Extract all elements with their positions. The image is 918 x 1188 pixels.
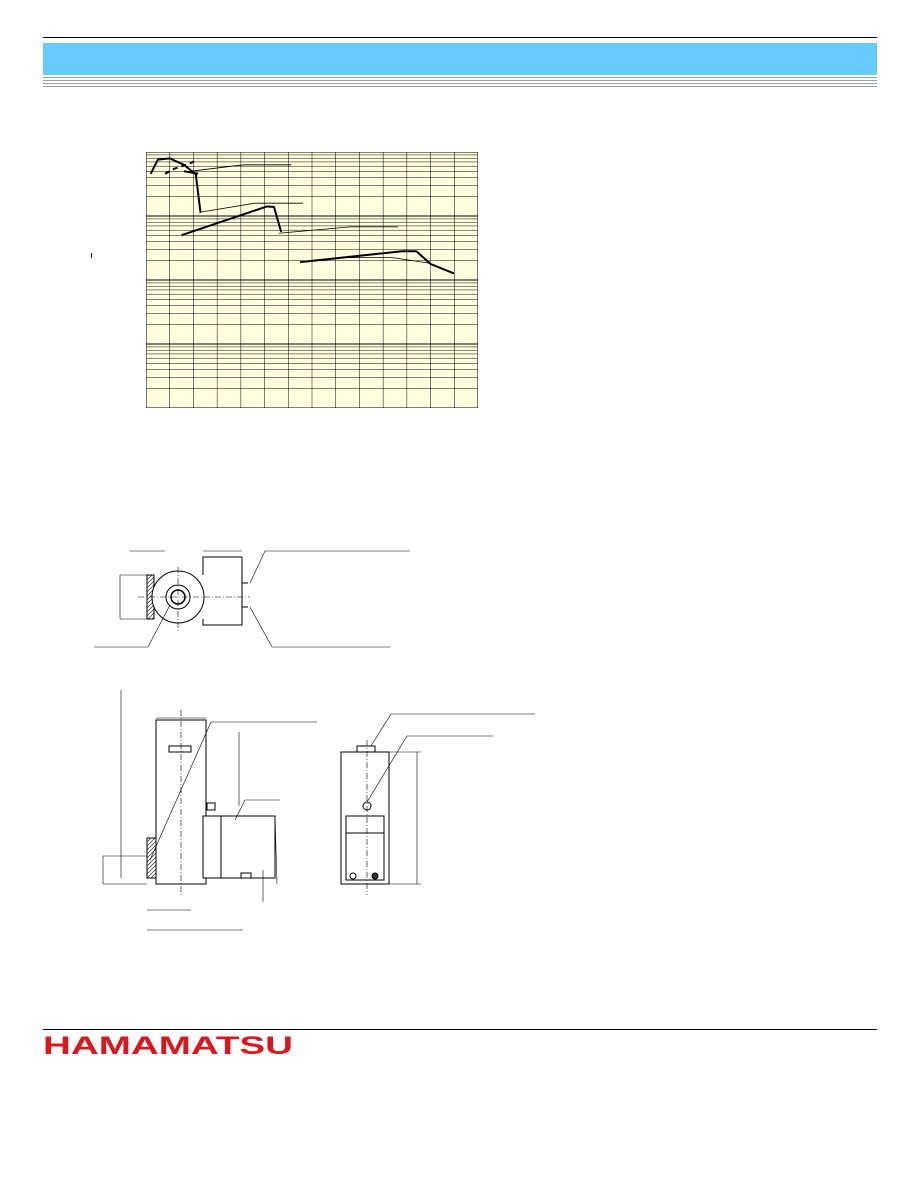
- top-view-svg: [90, 545, 420, 655]
- side-socket-housing: [203, 816, 275, 878]
- logo-wordmark: HAMAMATSU: [43, 1034, 293, 1056]
- header-band: [43, 43, 877, 75]
- side-window-hatched: [147, 838, 156, 878]
- hamamatsu-logo: [43, 1034, 295, 1056]
- header-stripes: [43, 77, 877, 89]
- top-rule: [43, 37, 877, 38]
- spectral-chart: [146, 152, 478, 408]
- logo-svg: [43, 1034, 295, 1056]
- front-top-cap: [357, 746, 375, 752]
- chart-svg: [146, 152, 478, 408]
- axis-tick-mark: [91, 253, 92, 258]
- dimensional-outline-top-view: [90, 545, 420, 655]
- footer-rule: [43, 1029, 877, 1030]
- front-connector-2: [372, 873, 378, 879]
- leader-line-1: [250, 551, 265, 583]
- dimensional-outline-side-views: [95, 670, 545, 940]
- leader-line-2: [250, 607, 272, 647]
- side-views-svg: [95, 670, 545, 940]
- housing-outline: [203, 557, 242, 625]
- front-socket-block: [346, 816, 384, 880]
- side-connector-small: [207, 803, 215, 810]
